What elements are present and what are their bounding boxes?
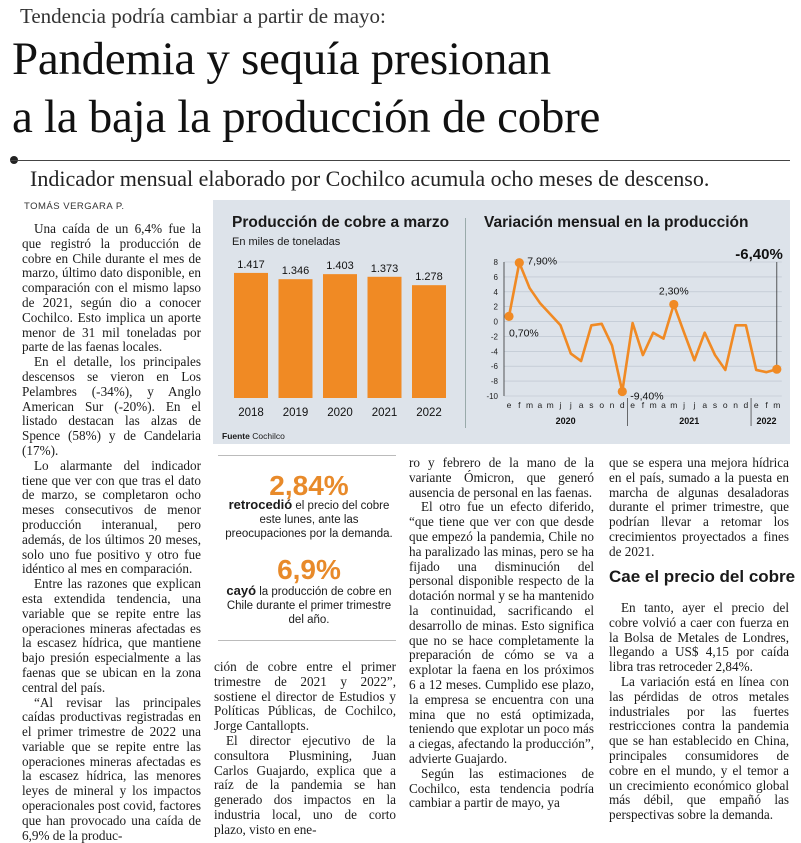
point-label: 7,90% [527, 256, 557, 268]
year-label: 2020 [556, 416, 576, 426]
bar [323, 274, 357, 398]
highlight-point [669, 300, 678, 309]
bar-value-label: 1.417 [237, 259, 265, 271]
infographic-divider [465, 218, 466, 428]
x-tick-label: j [692, 400, 695, 410]
x-tick-label: a [661, 400, 666, 410]
source-value: Cochilco [252, 431, 285, 441]
y-tick-label: -4 [491, 347, 499, 356]
y-tick-label: 6 [494, 273, 499, 282]
x-tick-label: f [765, 400, 768, 410]
highlight-point [515, 258, 524, 267]
paragraph: En el detalle, los principales descensos se vieron en Los Pelambres (-34%), y Anglo American Sur (-20%). En el listado destacan las alzas de Spence (58%) y de Candelaria (17%). [22, 355, 201, 459]
bar-value-label: 1.403 [326, 260, 354, 272]
x-tick-label: e [507, 400, 512, 410]
bar-value-label: 1.373 [371, 263, 399, 275]
x-tick-label: j [559, 400, 562, 410]
source-label: Fuente [222, 431, 250, 441]
callout-body-2: la producción de cobre en Chile durante el primer trimestre del año. [227, 586, 392, 626]
bar-chart-title: Producción de cobre a marzo [232, 214, 449, 232]
headline-rule [10, 160, 790, 161]
bar [368, 277, 402, 398]
x-tick-label: m [650, 400, 657, 410]
x-tick-label: n [733, 400, 738, 410]
bar-category-label: 2021 [372, 407, 398, 419]
bar [412, 285, 446, 398]
bar-value-label: 1.346 [282, 265, 310, 277]
bar-value-label: 1.278 [415, 271, 443, 283]
point-label: 2,30% [659, 285, 689, 297]
callout-separator-bottom [218, 640, 396, 641]
callout-text-1 [222, 498, 396, 541]
callout-separator-top [218, 455, 396, 456]
y-tick-label: 2 [494, 303, 499, 312]
bar-category-label: 2018 [238, 407, 264, 419]
paragraph: El director ejecutivo de la consultora Plusmining, Juan Carlos Guajardo, explica que a raíz de la pandemia se han generado dos impactos en la industria local, uno de corto plazo, visto en ene- [214, 734, 396, 838]
x-tick-label: d [620, 400, 625, 410]
bar-category-label: 2020 [327, 407, 353, 419]
body-column-3 [409, 456, 594, 811]
x-tick-label: a [702, 400, 707, 410]
paragraph: ro y febrero de la mano de la variante Ómicron, que generó ausencia de personal en las faenas. [409, 456, 594, 500]
paragraph: ción de cobre entre el primer trimestre de 2021 y 2022”, sostiene el director de Estudios y Políticas Públicas, de Cochilco, Jorge Cantallopts. [214, 660, 396, 734]
headline-line-2: a la baja la producción de cobre [12, 92, 600, 142]
bar-chart [222, 250, 462, 430]
x-tick-label: m [547, 400, 554, 410]
highlight-point [504, 312, 513, 321]
y-tick-label: 8 [494, 258, 499, 267]
x-tick-label: j [682, 400, 685, 410]
headline-line-1: Pandemia y sequía presionan [12, 34, 551, 84]
callout-text-2 [222, 584, 396, 627]
x-tick-label: m [670, 400, 677, 410]
paragraph: Entre las razones que explican esta extendida tendencia, una variable que se repite entre las operaciones mineras afectadas es la escasez hídrica, que mantiene bajo presión especialmente a las faenas que se ubican en la zona central del país. [22, 577, 201, 695]
x-tick-label: a [579, 400, 584, 410]
callout-number-1: 2,84% [218, 470, 400, 502]
paragraph: El otro fue un efecto diferido, “que tiene que ver con que desde que empezó la pandemia, Chile no ha paralizado las minas, pero se ha fijado una disminución del personal disponible respecto de la dotación normal y se ha mantenido la continuidad, sacrificando el desarrollo de minas. Esto significa que no se hace completamente la preparación de cómo se va a explotar la faena en los próximos 6 a 12 meses. Cumplido ese plazo, la empresa se encuentra con una mina que no está optimizada, teniendo que explotar un poco más a ciegas, afectando la producción”, advierte Guajardo. [409, 500, 594, 766]
body-column-2 [214, 660, 396, 838]
bar-category-label: 2019 [283, 407, 309, 419]
x-tick-label: e [630, 400, 635, 410]
callout-verb-2: cayó [226, 583, 256, 598]
y-tick-label: 0 [494, 318, 499, 327]
x-tick-label: s [713, 400, 717, 410]
callout-verb-1: retrocedió [229, 497, 293, 512]
y-tick-label: -10 [486, 392, 498, 401]
point-label: 0,70% [509, 327, 539, 339]
y-tick-label: -8 [491, 377, 499, 386]
callout-number-2: 6,9% [218, 554, 400, 586]
deck: Indicador mensual elaborado por Cochilco acumula ocho meses de descenso. [30, 166, 709, 192]
year-label: 2021 [679, 416, 699, 426]
x-tick-label: f [518, 400, 521, 410]
x-tick-label: n [610, 400, 615, 410]
y-tick-label: -6 [491, 362, 499, 371]
point-label: -6,40% [735, 246, 783, 263]
paragraph: “Al revisar las principales caídas productivas registradas en el primer trimestre de 2022 una variable que se repite entre las operaciones mineras afectadas es la escasez hídrica, las menores leyes de mineral y los impactos operacionales post covid, factores que han provocado una caída de 6,9% de la produc- [22, 696, 201, 843]
line-chart-title: Variación mensual en la producción [484, 214, 748, 232]
paragraph: Una caída de un 6,4% fue la que registró la producción de cobre en Chile durante el mes de marzo, último dato disponible, en comparación con el mismo lapso de 2021, según dio a conocer Cochilco. Esto implica un aporte menor de 31 mil toneladas por parte de las faenas locales. [22, 222, 201, 355]
body-column-4-top [609, 456, 789, 560]
series-line [509, 263, 777, 392]
x-tick-label: o [599, 400, 604, 410]
line-chart [470, 232, 788, 432]
point-label: -9,40% [630, 391, 663, 403]
x-tick-label: a [538, 400, 543, 410]
callout-body-1: el precio del cobre este lunes, ante las preocupaciones por la demanda. [225, 500, 393, 540]
bar-chart-subtitle: En miles de toneladas [232, 236, 340, 248]
bar-category-label: 2022 [416, 407, 442, 419]
paragraph: La variación está en línea con las pérdidas de otros metales industriales por las fuertes restricciones contra la pandemia que se han establecido en China, principales consumidores de cobre en el mundo, y el temor a un crecimiento económico global más débil, que empañó las perspectivas sobre la demanda. [609, 675, 789, 823]
highlight-point [618, 387, 627, 396]
x-tick-label: e [754, 400, 759, 410]
body-column-1 [22, 222, 201, 843]
y-tick-label: -2 [491, 332, 499, 341]
paragraph: Lo alarmante del indicador tiene que ver con que tras el dato de marzo, se completaron ocho meses consecutivos de menor producción interanual, pero además, de los últimos 20 meses, solo uno fue positivo y otro fue idéntico al mes en comparación. [22, 459, 201, 577]
bar [279, 279, 313, 398]
x-tick-label: m [773, 400, 780, 410]
x-tick-label: m [526, 400, 533, 410]
body-column-4-bottom [609, 601, 789, 823]
x-tick-label: f [642, 400, 645, 410]
highlight-point [772, 365, 781, 374]
subheading: Cae el precio del cobre [609, 567, 795, 587]
paragraph: que se espera una mejora hídrica en el país, sumado a la puesta en marcha de algunas desaladoras durante el primer trimestre, que podrían llevar a retomar los crecimientos proyectados a fines de 2021. [609, 456, 789, 560]
paragraph: Según las estimaciones de Cochilco, esta tendencia podría cambiar a partir de mayo, ya [409, 767, 594, 811]
x-tick-label: o [723, 400, 728, 410]
byline: TOMÁS VERGARA P. [24, 201, 125, 212]
x-tick-label: j [569, 400, 572, 410]
bar [234, 273, 268, 398]
kicker: Tendencia podría cambiar a partir de mayo: [20, 4, 386, 29]
source-note [222, 431, 285, 441]
paragraph: En tanto, ayer el precio del cobre volvió a caer con fuerza en la Bolsa de Metales de Londres, llegando a US$ 4,15 por caída libra tras retroceder 2,84%. [609, 601, 789, 675]
year-label: 2022 [756, 416, 776, 426]
y-tick-label: 4 [494, 288, 499, 297]
x-tick-label: s [589, 400, 593, 410]
x-tick-label: d [744, 400, 749, 410]
